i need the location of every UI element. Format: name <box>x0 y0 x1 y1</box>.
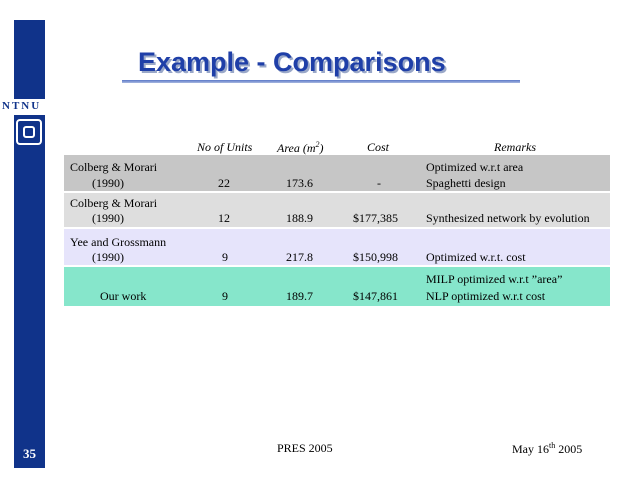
table-row <box>64 193 610 227</box>
area-value: 217.8 <box>286 250 313 264</box>
method-year: (1990) <box>92 176 124 190</box>
footer-date-sup: th <box>549 441 556 450</box>
cost-value: $150,998 <box>353 250 398 264</box>
table-row <box>64 229 610 265</box>
remarks-line2: Spaghetti design <box>426 176 506 190</box>
area-value: 173.6 <box>286 176 313 190</box>
remarks-line1: Optimized w.r.t area <box>426 160 524 174</box>
title-underline <box>122 80 520 83</box>
remarks-line2: Optimized w.r.t. cost <box>426 250 526 264</box>
remarks-line2: Synthesized network by evolution <box>426 211 590 225</box>
ntnu-logo-text: NTNU <box>2 100 42 112</box>
method-name: Our work <box>100 289 147 303</box>
units-value: 22 <box>218 176 230 190</box>
slide-title: Example - Comparisons <box>138 47 446 77</box>
header-area-base: Area (m <box>277 141 316 155</box>
footer-date-post: 2005 <box>555 442 583 456</box>
units-value: 9 <box>222 250 228 264</box>
remarks-line2: NLP optimized w.r.t cost <box>426 289 546 303</box>
units-value: 12 <box>218 211 230 225</box>
footer-conference: PRES 2005 <box>277 441 333 455</box>
method-name: Yee and Grossmann <box>70 235 167 249</box>
footer-date <box>512 441 582 457</box>
cost-value: $177,385 <box>353 211 398 225</box>
ntnu-logo-icon <box>16 119 42 145</box>
sidebar-band <box>14 20 45 468</box>
cost-value: $147,861 <box>353 289 398 303</box>
cost-value: - <box>377 176 381 190</box>
table-row <box>64 155 610 191</box>
header-cost: Cost <box>367 140 390 154</box>
table-row <box>64 267 610 306</box>
method-name: Colberg & Morari <box>70 160 158 174</box>
header-area-sup: 2 <box>315 140 320 149</box>
header-units: No of Units <box>197 140 253 154</box>
slide-number: 35 <box>23 446 36 461</box>
method-name: Colberg & Morari <box>70 196 158 210</box>
footer-date-pre: May 16 <box>512 442 549 456</box>
header-area-close: ) <box>319 141 324 155</box>
area-value: 189.7 <box>286 289 313 303</box>
remarks-line1: MILP optimized w.r.t ”area” <box>426 272 563 286</box>
header-area <box>277 140 324 156</box>
units-value: 9 <box>222 289 228 303</box>
method-year: (1990) <box>92 211 124 225</box>
area-value: 188.9 <box>286 211 313 225</box>
header-remarks: Remarks <box>494 140 536 154</box>
method-year: (1990) <box>92 250 124 264</box>
